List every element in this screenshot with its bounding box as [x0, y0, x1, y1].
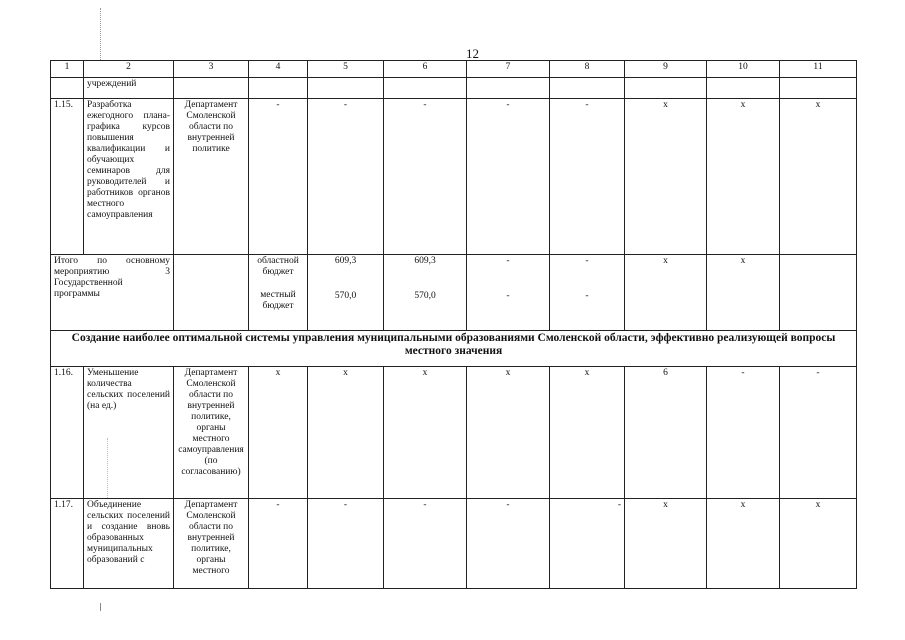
- header-cell: 2: [84, 61, 174, 78]
- table-row-continuation: [51, 78, 857, 99]
- table-row-total: [51, 255, 857, 331]
- local-value: -: [585, 291, 589, 301]
- cell-col-6: -: [384, 99, 467, 255]
- cell-col-8: x: [550, 367, 625, 499]
- cell-col-4: -: [249, 499, 308, 589]
- cell-col-7: -: [467, 499, 550, 589]
- header-cell: 6: [384, 61, 467, 78]
- section-row: [51, 331, 857, 367]
- budget-types: [249, 255, 308, 331]
- cell-col-7: -: [467, 99, 550, 255]
- cell-col-10: x: [707, 99, 780, 255]
- header-cell: 3: [174, 61, 249, 78]
- table-row-1-15: [51, 99, 857, 255]
- total-col-8: [550, 255, 625, 331]
- continuation-text: учреждений: [84, 78, 174, 99]
- local-value: -: [506, 291, 510, 301]
- page-number: 12: [466, 46, 479, 61]
- executor: Департамент Смоленской области по внутренней политике, органы местного самоуправления (по согласованию): [174, 367, 249, 499]
- regional-value: 609,3: [334, 256, 357, 266]
- header-cell: 4: [249, 61, 308, 78]
- cell-col-8: -: [550, 99, 625, 255]
- budget-local: местный бюджет: [260, 290, 296, 311]
- header-cell: 5: [308, 61, 384, 78]
- activity-name: Объединение сельских поселений и создание вновь образованных муниципальных образований с: [84, 499, 174, 589]
- cell-col-4: x: [249, 367, 308, 499]
- scan-artifact-dots: [100, 8, 105, 60]
- cell-col-10: x: [707, 499, 780, 589]
- scan-artifact-mark: [100, 603, 101, 611]
- cell-col-9: 6: [625, 367, 707, 499]
- header-cell: 8: [550, 61, 625, 78]
- header-cell: 7: [467, 61, 550, 78]
- cell-col-10: -: [707, 367, 780, 499]
- regional-value: 609,3: [414, 256, 436, 266]
- total-col-6: [384, 255, 467, 331]
- local-value: 570,0: [414, 291, 436, 301]
- cell-col-6: -: [384, 499, 467, 589]
- cell-col-11: x: [780, 99, 857, 255]
- row-number: 1.16.: [51, 367, 84, 499]
- table-row-1-17: [51, 499, 857, 589]
- cell-col-6: x: [384, 367, 467, 499]
- local-value: 570,0: [334, 291, 357, 301]
- cell-col-4: -: [249, 99, 308, 255]
- cell-col-7: x: [467, 367, 550, 499]
- cell-col-5: -: [308, 499, 384, 589]
- total-col-7: [467, 255, 550, 331]
- total-label: Итого по основному мероприятию 3 Государственной программы: [51, 255, 174, 331]
- program-table: [50, 60, 857, 589]
- activity-name: Разработка ежегодного плана-графика курсов повышения квалификации и обучающих семинаров для руководителей и работников органов местного самоуправления: [84, 99, 174, 255]
- cell-col-5: x: [308, 367, 384, 499]
- cell-col-11: -: [780, 367, 857, 499]
- cell-col-11: x: [780, 499, 857, 589]
- budget-regional: областной бюджет: [257, 256, 299, 277]
- table-row-1-16: [51, 367, 857, 499]
- activity-name: Уменьшение количества сельских поселений (на ед.): [84, 367, 174, 499]
- cell-col-8: -: [550, 499, 625, 589]
- cell-col-9: x: [625, 499, 707, 589]
- executor: Департамент Смоленской области по внутренней политике, органы местного: [174, 499, 249, 589]
- cell-col-9: x: [625, 99, 707, 255]
- row-number: 1.15.: [51, 99, 84, 255]
- regional-value: -: [585, 256, 589, 266]
- header-cell: 1: [51, 61, 84, 78]
- header-cell: 11: [780, 61, 857, 78]
- regional-value: -: [506, 256, 510, 266]
- header-cell: 10: [707, 61, 780, 78]
- cell-col-5: -: [308, 99, 384, 255]
- section-title: Создание наиболее оптимальной системы управления муниципальными образованиями Смоленской области, эффективно реализующей вопросы местного значения: [51, 331, 857, 367]
- total-col-5: [308, 255, 384, 331]
- total-col-9: x: [625, 255, 707, 331]
- header-row: [51, 61, 857, 78]
- header-cell: 9: [625, 61, 707, 78]
- total-col-10: x: [707, 255, 780, 331]
- executor: Департамент Смоленской области по внутренней политике: [174, 99, 249, 255]
- row-number: 1.17.: [51, 499, 84, 589]
